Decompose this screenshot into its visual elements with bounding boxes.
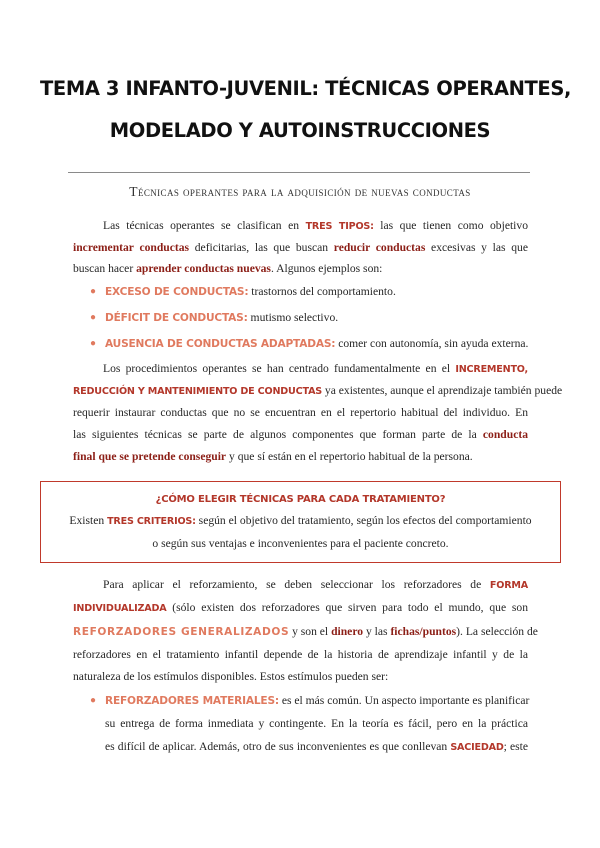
tres-tipos-highlight: TRES TIPOS:: [305, 221, 374, 232]
reducir-highlight: reducir conductas: [333, 241, 426, 254]
page-title-line-2: MODELADO Y AUTOINSTRUCCIONES: [109, 119, 491, 142]
procedures-line-3: requerir instaurar conductas que no se encuentran en el repertorio habitual del individuo. En: [73, 406, 528, 419]
callout-line-1: Existen TRES CRITERIOS: según el objetivo del tratamiento, según los efectos del comportamiento: [69, 514, 532, 527]
intro-line-3: buscan hacer aprender conductas nuevas. Algunos ejemplos son:: [73, 262, 383, 275]
procedures-line-1: Los procedimientos operantes se han centrado fundamentalmente en el INCREMENTO,: [103, 362, 528, 375]
materials-line-1: REFORZADORES MATERIALES: es el más común. Un aspecto importante es planificar: [105, 694, 530, 707]
page-title-line-1: TEMA 3 INFANTO-JUVENIL: TÉCNICAS OPERANTES,: [40, 77, 571, 100]
intro-line-2: incrementar conductas deficitarias, las que buscan reducir conductas excesivas y las que: [73, 241, 528, 254]
title-divider: [68, 172, 530, 173]
reinforcement-line-4: reforzadores en el tratamiento infantil depende de la historia de aprendizaje infantil y de la: [73, 648, 528, 661]
materials-line-3: es difícil de aplicar. Además, otro de sus inconvenientes es que conllevan SACIEDAD; este: [105, 740, 528, 753]
callout-line-2: o según sus ventajas e inconvenientes para el paciente concreto.: [152, 537, 449, 550]
bullet-icon: ●: [90, 312, 97, 323]
list-item-exceso: EXCESO DE CONDUCTAS: trastornos del comportamiento.: [105, 285, 396, 298]
callout-heading: ¿CÓMO ELEGIR TÉCNICAS PARA CADA TRATAMIENTO?: [155, 494, 446, 505]
reinforcement-line-3: REFORZADORES GENERALIZADOS y son el dinero y las fichas/puntos). La selección de: [73, 625, 538, 638]
materials-line-2: su entrega de forma inmediata y contingente. En la teoría es fácil, pero en la práctica: [105, 717, 528, 730]
incrementar-highlight: incrementar conductas: [73, 241, 190, 254]
bullet-icon: ●: [90, 338, 97, 349]
intro-line-1: Las técnicas operantes se clasifican en TRES TIPOS: las que tienen como objetivo: [103, 219, 528, 232]
list-item-ausencia: AUSENCIA DE CONDUCTAS ADAPTADAS: comer con autonomía, sin ayuda externa.: [105, 337, 529, 350]
procedures-line-5: final que se pretende conseguir y que sí están en el repertorio habitual de la persona.: [73, 450, 473, 463]
reinforcement-line-1: Para aplicar el reforzamiento, se deben seleccionar los reforzadores de FORMA: [103, 578, 528, 591]
bullet-icon: ●: [90, 695, 97, 706]
procedures-line-4: las siguientes técnicas se parte de algunos componentes que forman parte de la conducta: [73, 428, 528, 441]
reinforcement-line-2: INDIVIDUALIZADA (sólo existen dos reforzadores que sirven para todo el mundo, que son: [73, 601, 528, 614]
bullet-icon: ●: [90, 286, 97, 297]
section-subtitle: Técnicas operantes para la adquisición de nuevas conductas: [129, 184, 471, 199]
procedures-line-2: REDUCCIÓN Y MANTENIMIENTO DE CONDUCTAS ya existentes, aunque el aprendizaje también puede: [73, 384, 563, 397]
aprender-highlight: aprender conductas nuevas: [136, 262, 271, 275]
list-item-deficit: DÉFICIT DE CONDUCTAS: mutismo selectivo.: [105, 311, 339, 324]
reinforcement-line-5: naturaleza de los estímulos disponibles. Estos estímulos pueden ser:: [73, 670, 389, 683]
